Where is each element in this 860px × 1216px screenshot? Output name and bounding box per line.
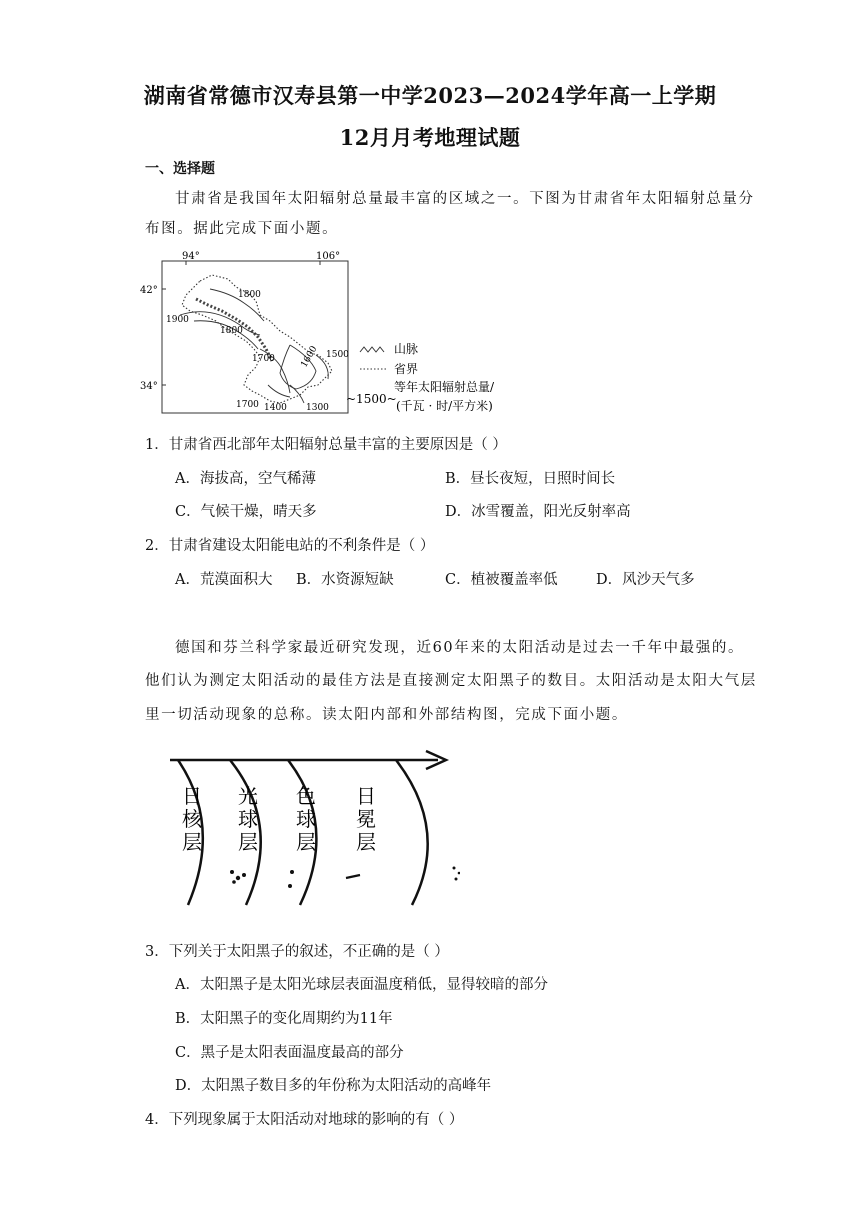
lon-label-94: 94° bbox=[182, 251, 200, 262]
contour-label: 1700 bbox=[236, 400, 259, 410]
layer-label-corona: 层 bbox=[356, 830, 376, 854]
legend-mountain-label: 山脉 bbox=[394, 342, 419, 356]
sunspot-dots bbox=[230, 870, 246, 884]
layer-label-photosphere: 光 bbox=[238, 784, 258, 808]
contour-label: 1600 bbox=[299, 344, 320, 370]
legend-isoline-unit: (千瓦 · 时/平方米) bbox=[396, 399, 493, 413]
page-title-line2: 12月月考地理试题 bbox=[339, 125, 521, 150]
prominence-mark bbox=[346, 875, 360, 878]
contour-label: 1800 bbox=[238, 290, 261, 300]
layer-label-photosphere: 层 bbox=[238, 830, 258, 854]
passage2-line1: 德国和芬兰科学家最近研究发现，近60年来的太阳活动是过去一千年中最强的。 bbox=[175, 640, 745, 656]
question-1-option-b[interactable]: B．昼长夜短，日照时间长 bbox=[445, 471, 616, 487]
contour-label: 1300 bbox=[306, 403, 329, 413]
layer-label-core: 层 bbox=[182, 830, 202, 854]
question-1-option-d[interactable]: D．冰雪覆盖，阳光反射率高 bbox=[445, 504, 631, 520]
passage2-line3: 里一切活动现象的总称。读太阳内部和外部结构图，完成下面小题。 bbox=[145, 707, 628, 723]
legend-isoline-label: 等年太阳辐射总量/ bbox=[394, 380, 495, 394]
map-frame bbox=[162, 261, 348, 413]
layer-label-chromosphere: 色 bbox=[296, 784, 316, 808]
question-3-option-d[interactable]: D．太阳黑子数目多的年份称为太阳活动的高峰年 bbox=[175, 1078, 492, 1094]
contour-label: 1700 bbox=[252, 354, 275, 364]
lat-label-34: 34° bbox=[140, 381, 158, 392]
sun-structure-diagram bbox=[170, 745, 460, 910]
question-2-option-a[interactable]: A．荒漠面积大 bbox=[175, 572, 273, 588]
legend-border-label: 省界 bbox=[394, 362, 419, 376]
section-heading: 一、选择题 bbox=[145, 161, 215, 177]
question-2-option-c[interactable]: C．植被覆盖率低 bbox=[445, 572, 558, 588]
contour-label: 1800 bbox=[220, 326, 243, 336]
gansu-radiation-map bbox=[140, 245, 540, 425]
corona-boundary bbox=[396, 760, 428, 905]
question-1-stem: 1．甘肃省西北部年太阳辐射总量丰富的主要原因是（ ） bbox=[145, 437, 507, 453]
layer-label-corona: 冕 bbox=[356, 807, 376, 831]
isoline-1400 bbox=[268, 385, 290, 397]
page-title-line1: 湖南省常德市汉寿县第一中学2023—2024学年高一上学期 bbox=[143, 83, 717, 108]
lat-label-42: 42° bbox=[140, 285, 158, 296]
layer-label-corona: 日 bbox=[356, 784, 376, 808]
question-3-option-a[interactable]: A．太阳黑子是太阳光球层表面温度稍低，显得较暗的部分 bbox=[175, 977, 548, 993]
passage1-line2: 布图。据此完成下面小题。 bbox=[145, 221, 339, 237]
question-4-stem: 4．下列现象属于太阳活动对地球的影响的有（ ） bbox=[145, 1112, 464, 1128]
question-3-stem: 3．下列关于太阳黑子的叙述，不正确的是（ ） bbox=[145, 944, 449, 960]
solar-wind-specks bbox=[453, 867, 461, 883]
question-1-option-c[interactable]: C．气候干燥，晴天多 bbox=[175, 504, 317, 520]
contour-label: 1900 bbox=[166, 315, 189, 325]
contour-label: 1500 bbox=[326, 350, 349, 360]
lon-label-106: 106° bbox=[316, 251, 341, 262]
layer-label-photosphere: 球 bbox=[238, 807, 258, 831]
layer-label-chromosphere: 球 bbox=[296, 807, 316, 831]
legend-isoline-sample: ~1500~ bbox=[346, 392, 397, 406]
contour-label: 1400 bbox=[264, 403, 287, 413]
question-2-option-b[interactable]: B．水资源短缺 bbox=[296, 572, 394, 588]
question-2-option-d[interactable]: D．风沙天气多 bbox=[596, 572, 695, 588]
passage1-line1: 甘肃省是我国年太阳辐射总量最丰富的区域之一。下图为甘肃省年太阳辐射总量分 bbox=[175, 191, 755, 207]
question-1-option-a[interactable]: A．海拔高，空气稀薄 bbox=[175, 471, 316, 487]
question-3-option-b[interactable]: B．太阳黑子的变化周期约为11年 bbox=[175, 1011, 393, 1027]
flare-dots bbox=[288, 870, 294, 888]
legend-mountain-symbol bbox=[360, 347, 384, 352]
layer-label-chromosphere: 层 bbox=[296, 830, 316, 854]
question-2-stem: 2．甘肃省建设太阳能电站的不利条件是（ ） bbox=[145, 538, 435, 554]
layer-label-core: 核 bbox=[182, 807, 202, 831]
passage2-line2: 他们认为测定太阳活动的最佳方法是直接测定太阳黑子的数目。太阳活动是太阳大气层 bbox=[145, 673, 757, 689]
question-3-option-c[interactable]: C．黑子是太阳表面温度最高的部分 bbox=[175, 1045, 404, 1061]
layer-label-core: 日 bbox=[182, 784, 202, 808]
